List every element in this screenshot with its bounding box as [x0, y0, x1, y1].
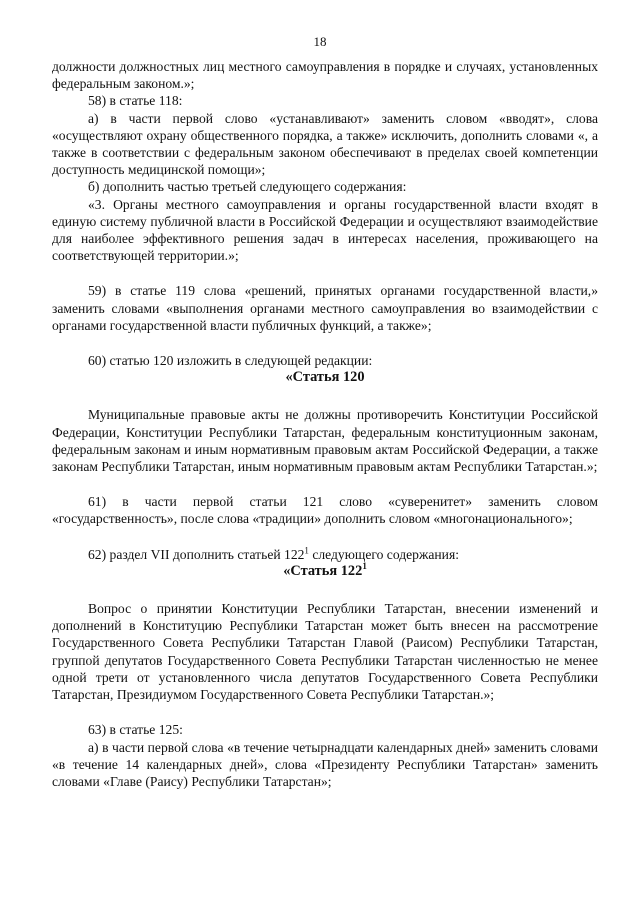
spacer — [52, 334, 598, 352]
spacer — [52, 528, 598, 546]
paragraph-continuation: должности должностных лиц местного самоуправления в порядке и случаях, установленных федеральным законом.»; — [52, 59, 598, 92]
spacer — [52, 475, 598, 493]
article-120-heading: «Статья 120 — [285, 369, 365, 386]
page-number: 18 — [313, 34, 327, 49]
spacer — [52, 703, 598, 721]
article-120-text: Муниципальные правовые акты не должны противоречить Конституции Российской Федерации, Конституции Республики Татарстан, федеральным конституционным законам, федеральным законам и иным нормативным правовым актам Российской Федерации, а также законам Республики Татарстан, иным нормативным правовым актам Республики Татарстан.»; — [52, 407, 598, 475]
item-63-subitem-a: а) в части первой слова «в течение четырнадцати календарных дней» заменить словами «в течение 14 календарных дней», слова «Президенту Республики Татарстан» заменить словами «Главе (Раису) Республики Татарстан»; — [52, 739, 598, 789]
spacer — [52, 386, 598, 406]
item-58-part-3-text: «3. Органы местного самоуправления и органы государственной власти входят в единую систему публичной власти в Российской Федерации и осуществляют взаимодействие для наиболее эффективного решения задач в интересах населения, проживающего на соответствующей территории.»; — [52, 196, 598, 264]
item-58-subitem-b: б) дополнить частью третьей следующего содержания: — [88, 179, 407, 195]
item-62 — [52, 546, 598, 563]
article-122-1-heading-text: «Статья 122 — [283, 562, 363, 579]
article-122-1-superscript: 1 — [362, 561, 367, 572]
item-60: 60) статью 120 изложить в следующей редакции: — [88, 353, 373, 369]
item-62-superscript: 1 — [304, 545, 309, 556]
article-122-1-heading — [52, 563, 598, 580]
item-63-heading: 63) в статье 125: — [88, 722, 183, 738]
item-58-heading: 58) в статье 118: — [88, 93, 183, 109]
item-58-subitem-a: а) в части первой слово «устанавливают» заменить словом «вводят», слова «осуществляют охрану общественного порядка, а также» исключить, дополнить словами «, а также в соответствии с федеральным законом обеспечивают в пределах своей компетенции доступность медицинской помощи»; — [52, 110, 598, 178]
spacer — [52, 264, 598, 282]
spacer — [52, 580, 598, 600]
item-59: 59) в статье 119 слова «решений, принятых органами государственной власти,» заменить словами «выполнения органами местного самоуправления во взаимодействии с органами государственной власти публичных функций, а также»; — [52, 283, 598, 333]
item-62-text-b: следующего содержания: — [308, 546, 459, 562]
article-122-1-text: Вопрос о принятии Конституции Республики Татарстан, внесении изменений и дополнений в Конституцию Республики Татарстан может быть внесен на рассмотрение Государственного Совета Республики Татарстан Главой (Раисом) Республики Татарстан, группой депутатов Государственного Совета Республики Татарстан численностью не менее одной трети от установленного числа депутатов Государственного Совета Республики Татарстан, Президиумом Государственного Совета Республики Татарстан.»; — [52, 601, 598, 703]
item-61: 61) в части первой статьи 121 слово «суверенитет» заменить словом «государственность», после слова «традиции» дополнить словом «многонационального»; — [52, 494, 598, 527]
item-62-text-a: 62) раздел VII дополнить статьей 122 — [88, 546, 305, 562]
document-body — [52, 58, 598, 790]
